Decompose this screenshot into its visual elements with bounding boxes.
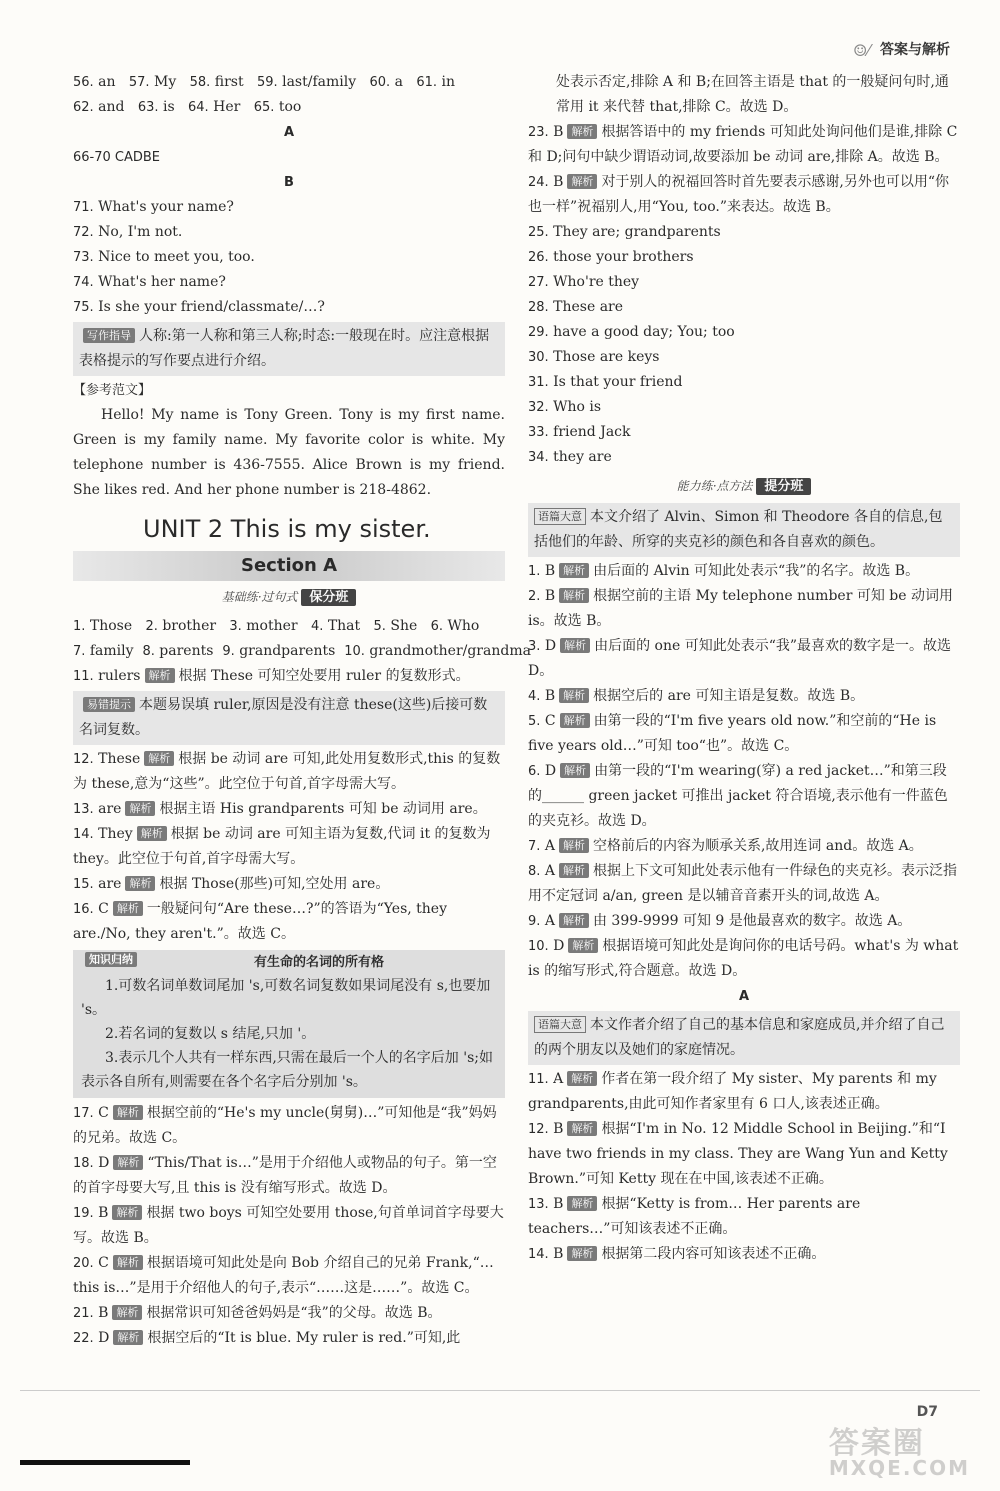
passage-summary: 语篇大意 本文作者介绍了自己的基本信息和家庭成员,并介绍了自己的两个朋友以及她们的家庭情况。 bbox=[528, 1011, 960, 1065]
fill-item: 30. Those are keys bbox=[528, 349, 660, 365]
fill-item: 31. Is that your friend bbox=[528, 374, 683, 390]
explained-item: 8. A 解析 根据上下文可知此处表示他有一件绿色的夹克衫。表示泛指用不定冠词 a/an, green 是以辅音音素开头的词,故选 A。 bbox=[528, 863, 957, 904]
continued-text: 处表示否定,排除 A 和 B;在回答主语是 that 的一般疑问句时,通常用 it 来代替 that,排除 C。故选 D。 bbox=[556, 74, 949, 115]
explained-item: 5. C 解析 由第一段的“I'm five years old now.”和空前的“He is five years old…”可知 too“也”。故选 C。 bbox=[528, 713, 937, 754]
explained-item: 15. are 解析 根据 Those(那些)可知,空处用 are。 bbox=[73, 876, 390, 892]
fill-item: 28. These are bbox=[528, 299, 624, 315]
explained-item: 13. B 解析 根据“Ketty is from… Her parents are teachers…”可知该表述不正确。 bbox=[528, 1196, 861, 1237]
explained-item: 18. D 解析 “This/That is…”是用于介绍他人或物品的句子。第一空的首字母要大写,且 this is 没有缩写形式。故选 D。 bbox=[73, 1155, 497, 1196]
footer-divider bbox=[20, 1390, 980, 1391]
knowledge-item: 1.可数名词单数词尾加 's,可数名词复数如果词尾没有 s,也要加 's。 bbox=[81, 978, 491, 1018]
fill-item: 33. friend Jack bbox=[528, 424, 631, 440]
fill-item: 26. those your brothers bbox=[528, 249, 694, 265]
page-number: D7 bbox=[916, 1404, 938, 1420]
writing-guide-tag: 写作指导 bbox=[83, 328, 135, 343]
level-ribbon: 能力练·点方法 提分班 bbox=[528, 474, 960, 499]
explained-item: 24. B 解析 对于别人的祝福回答时首先要表示感谢,另外也可以用“你也一样”祝福别人,用“You, too.”来表达。故选 B。 bbox=[528, 174, 950, 215]
writing-guide bbox=[73, 322, 505, 376]
section-label-a: A bbox=[738, 989, 750, 1004]
explained-item: 9. A 解析 由 399-9999 可知 9 是他最喜欢的数字。故选 A。 bbox=[528, 913, 912, 929]
watermark-logo: 答案圈 MXQE.COM bbox=[828, 1426, 970, 1480]
passage-summary: 语篇大意 本文介绍了 Alvin、Simon 和 Theodore 各自的信息,包括他们的年龄、所穿的夹克衫的颜色和各自喜欢的颜色。 bbox=[528, 503, 960, 557]
fill-item: 25. They are; grandparents bbox=[528, 224, 721, 240]
explained-item: 10. D 解析 根据语境可知此处是询问你的电话号码。what's 为 what is 的缩写形式,符合题意。故选 D。 bbox=[528, 938, 959, 979]
explained-item: 22. D 解析 根据空后的“It is blue. My ruler is red.”可知,此 bbox=[73, 1330, 461, 1346]
unit-title: UNIT 2 This is my sister. bbox=[143, 515, 431, 543]
page-header bbox=[853, 38, 950, 62]
answer-item: 75. Is she your friend/classmate/…? bbox=[73, 299, 325, 315]
fill-item: 27. Who're they bbox=[528, 274, 640, 290]
knowledge-item: 3.表示几个人共有一样东西,只需在最后一个人的名字后加 's;如表示各自所有,则需要在各个名字后分别加 's。 bbox=[81, 1050, 494, 1090]
explained-item: 1. B 解析 由后面的 Alvin 可知此处表示“我”的名字。故选 B。 bbox=[528, 563, 920, 579]
right-column bbox=[528, 70, 960, 1267]
fill-item: 34. they are bbox=[528, 449, 612, 465]
explained-item: 17. C 解析 根据空前的“He's my uncle(舅舅)…”可知他是“我”妈妈的兄弟。故选 C。 bbox=[73, 1105, 497, 1146]
explained-item: 23. B 解析 根据答语中的 my friends 可知此处询问他们是谁,排除 C 和 D;问句中缺少谓语动词,故要添加 be 动词 are,排除 A。故选 B。 bbox=[528, 124, 958, 165]
section-title: Section A bbox=[73, 551, 505, 581]
explained-item: 6. D 解析 由第一段的“I'm wearing(穿) a red jacket…”和第三段的______ green jacket 可推出 jacket 符合语境,表示他有一件蓝色的夹克衫。故选 D。 bbox=[528, 763, 948, 829]
explained-item: 16. C 解析 一般疑问句“Are these…?”的答语为“Yes, they are./No, they aren't.”。故选 C。 bbox=[73, 901, 448, 942]
answer-item: 71. What's your name? bbox=[73, 199, 234, 215]
explained-item: 12. B 解析 根据“I'm in No. 12 Middle School in Beijing.”和“I have two friends in my class. They are Wang Yun and Ketty Brown.”可知 Ketty 现在在中国,该表述不正确。 bbox=[528, 1121, 948, 1187]
writing-guide-text: 人称:第一人称和第三人称;时态:一般现在时。应注意根据表格提示的写作要点进行介绍。 bbox=[79, 328, 490, 369]
reference-essay-title: 【参考范文】 bbox=[73, 383, 152, 398]
footer-bar bbox=[20, 1460, 190, 1465]
fill-item: 29. have a good day; You; too bbox=[528, 324, 735, 340]
section-label-b: B bbox=[284, 175, 294, 190]
explained-item: 11. A 解析 作者在第一段介绍了 My sister、My parents 和 my grandparents,由此可知作者家里有 6 口人,该表述正确。 bbox=[528, 1071, 937, 1112]
knowledge-item: 2.若名词的复数以 s 结尾,只加 '。 bbox=[105, 1026, 316, 1042]
reference-essay bbox=[73, 403, 505, 503]
answer-row-56-61: 56. an 57. My 58. first 59. last/family 60. a 61. in bbox=[73, 74, 455, 90]
explained-item: 2. B 解析 根据空前的主语 My telephone number 可知 be 动词用 is。故选 B。 bbox=[528, 588, 953, 629]
left-column bbox=[73, 70, 531, 1351]
explained-item: 14. They 解析 根据 be 动词 are 可知主语为复数,代词 it 的复数为 they。此空位于句首,首字母需大写。 bbox=[73, 826, 491, 867]
essay-text: Hello! My name is Tony Green. Tony is my first name. Green is my family name. My favorite color is white. My telephone number is 436-7555. Alice Brown is my friend. She likes red. And her phone number is 218-4862. bbox=[73, 407, 505, 498]
explained-item: 14. B 解析 根据第二段内容可知该表述不正确。 bbox=[528, 1246, 826, 1262]
explained-item: 11. rulers 解析 根据 These 可知空处要用 ruler 的复数形式。 bbox=[73, 668, 470, 684]
knowledge-summary: 知识归纳 有生命的名词的所有格 1.可数名词单数词尾加 's,可数名词复数如果词尾没有 s,也要加 's。 2.若名词的复数以 s 结尾,只加 '。 3.表示几个人共有一样东西,只需在最后一个人的名字后加 's;如表示各自所有,则需要在各个名字后分别加 's。 bbox=[73, 950, 505, 1098]
doodle-icon: ☺⁄ bbox=[852, 40, 870, 60]
answer-item: 74. What's her name? bbox=[73, 274, 226, 290]
fill-item: 32. Who is bbox=[528, 399, 602, 415]
explained-item: 20. C 解析 根据语境可知此处是向 Bob 介绍自己的兄弟 Frank,“…this is…”是用于介绍他人的句子,表示“……这是……”。故选 C。 bbox=[73, 1255, 494, 1296]
section-label-a: A bbox=[283, 125, 295, 140]
error-tip: 易错提示 本题易误填 ruler,原因是没有注意 these(这些)后接可数名词复数。 bbox=[73, 691, 505, 745]
explained-item: 3. D 解析 由后面的 one 可知此处表示“我”最喜欢的数字是一。故选 D。 bbox=[528, 638, 952, 679]
header-title: 答案与解析 bbox=[880, 41, 950, 58]
answer-row-1-6: 1. Those 2. brother 3. mother 4. That 5. She 6. Who bbox=[73, 618, 480, 634]
explained-item: 12. These 解析 根据 be 动词 are 可知,此处用复数形式,this 的复数为 these,意为“这些”。此空位于句首,首字母需大写。 bbox=[73, 751, 501, 792]
answer-row-7-10: 7. family 8. parents 9. grandparents 10. grandmother/grandma bbox=[73, 643, 531, 659]
answer-item: 72. No, I'm not. bbox=[73, 224, 183, 240]
explained-item: 19. B 解析 根据 two boys 可知空处要用 those,句首单词首字母要大写。故选 B。 bbox=[73, 1205, 504, 1246]
answer-row-62-65: 62. and 63. is 64. Her 65. too bbox=[73, 99, 302, 115]
explained-item: 21. B 解析 根据常识可知爸爸妈妈是“我”的父母。故选 B。 bbox=[73, 1305, 442, 1321]
answer-item: 73. Nice to meet you, too. bbox=[73, 249, 255, 265]
explained-item: 4. B 解析 根据空后的 are 可知主语是复数。故选 B。 bbox=[528, 688, 865, 704]
explained-item: 13. are 解析 根据主语 His grandparents 可知 be 动词用 are。 bbox=[73, 801, 487, 817]
answer-row-66-70: 66-70 CADBE bbox=[73, 150, 161, 165]
explained-item: 7. A 解析 空格前后的内容为顺承关系,故用连词 and。故选 A。 bbox=[528, 838, 923, 854]
level-ribbon: 基础练·过句式 保分班 bbox=[73, 585, 505, 610]
